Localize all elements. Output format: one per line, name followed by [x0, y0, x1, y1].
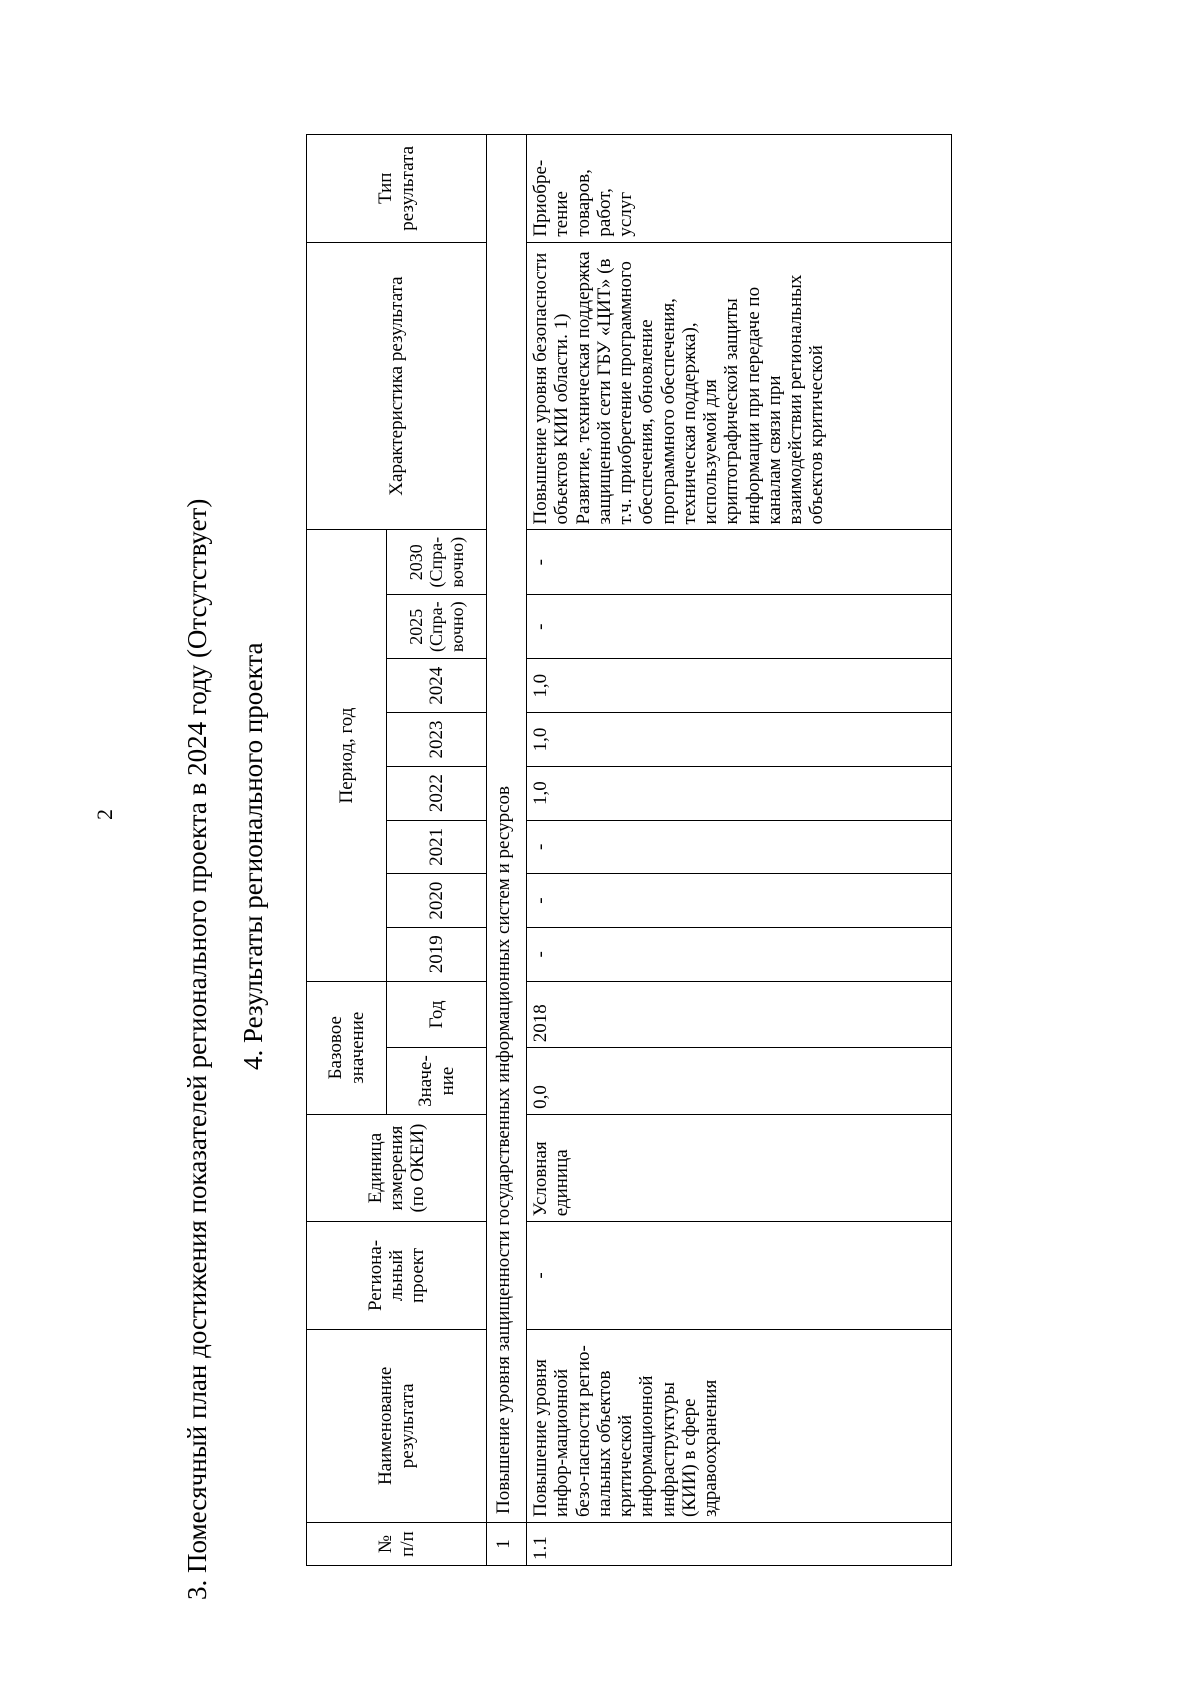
header-num: № п/п — [307, 1523, 487, 1566]
row-type: Приобре-тение товаров, работ, услуг — [527, 135, 952, 243]
section-num: 1 — [487, 1523, 527, 1566]
row-name: Повышение уровня инфор-мационной безо-пасности регио-нальных объектов критической информационной инфраструктуры (КИИ) в сфере здравоохранения — [527, 1329, 952, 1522]
results-table-container — [306, 134, 1086, 1566]
header-year: 2020 — [387, 874, 487, 928]
row-value: 1,0 — [527, 659, 952, 713]
header-year: 2019 — [387, 927, 487, 981]
header-type: Тип результата — [307, 135, 487, 243]
header-base-year: Год — [387, 981, 487, 1048]
section-4-heading: 4. Результаты регионального проекта — [238, 642, 268, 1070]
header-period: Период, год — [307, 530, 387, 981]
header-unit: Единица измерения (по ОКЕИ) — [307, 1114, 487, 1221]
header-base-value: Значе-ние — [387, 1048, 487, 1115]
row-regional-project: - — [527, 1222, 952, 1329]
row-base-year: 2018 — [527, 981, 952, 1048]
row-value: - — [527, 530, 952, 594]
header-name: Наименование результата — [307, 1329, 487, 1522]
row-characteristic: Повышение уровня безопасности объектов КИИ области. 1) Развитие, техническая поддержка защищенной сети ГБУ «ЦИТ» (в т.ч. приобретение программного обеспечения, обновление программного обеспечения, техническая поддержка), используемой для криптографической защиты информации при передаче по каналам связи при взаимодействии региональных объектов критической — [527, 242, 952, 530]
header-year: 2021 — [387, 820, 487, 874]
page-number: 2 — [92, 809, 117, 820]
header-regional-project: Региона-льный проект — [307, 1222, 487, 1329]
row-value: - — [527, 927, 952, 981]
row-value: 1,0 — [527, 713, 952, 767]
row-base-value: 0,0 — [527, 1048, 952, 1115]
header-year: 2023 — [387, 713, 487, 767]
row-value: - — [527, 874, 952, 928]
row-value: - — [527, 594, 952, 658]
header-year: 2030 (Спра-вочно) — [387, 530, 487, 594]
section-title: Повышение уровня защищенности государственных информационных систем и ресурсов — [487, 135, 527, 1523]
row-value: 1,0 — [527, 766, 952, 820]
results-table — [306, 134, 952, 1566]
header-year: 2024 — [387, 659, 487, 713]
row-value: - — [527, 820, 952, 874]
row-num: 1.1 — [527, 1523, 952, 1566]
header-characteristic: Характеристика результата — [307, 242, 487, 530]
section-3-heading: 3. Помесячный план достижения показателей регионального проекта в 2024 году (Отсутствует) — [182, 498, 212, 1600]
header-base: Базовое значение — [307, 981, 387, 1114]
row-unit: Условная единица — [527, 1114, 952, 1221]
header-year: 2025 (Спра-вочно) — [387, 594, 487, 658]
header-year: 2022 — [387, 766, 487, 820]
table-row — [527, 135, 952, 1566]
